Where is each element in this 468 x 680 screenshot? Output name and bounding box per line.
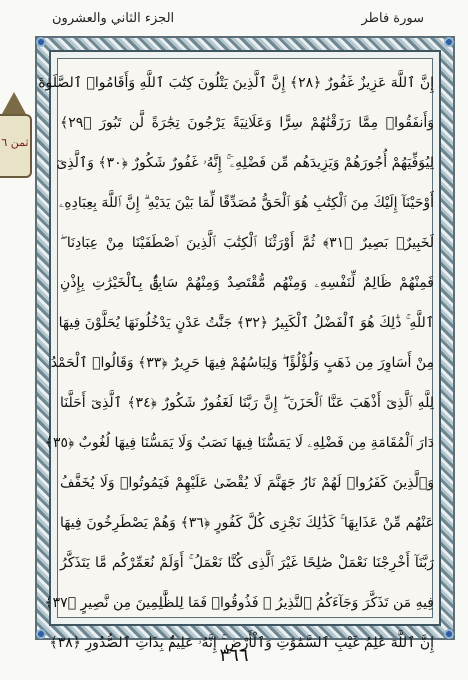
- text-line: وَٱلَّذِينَ كَفَرُوا۟ لَهُمْ نَارُ جَهَنَّمَ لَا يُقْضَىٰ عَلَيْهِمْ فَيَمُوتُوا۟ وَلَا يُخَفَّفُ: [60, 475, 434, 491]
- text-line: عَنْهُم مِّنْ عَذَابِهَا ۚ كَذَٰلِكَ نَجْزِى كُلَّ كَفُورٍ ﴿٣٦﴾ وَهُمْ يَصْطَرِخُونَ فِيهَا: [60, 515, 434, 531]
- text-line: ٱللَّهِ ۚ ذَٰلِكَ هُوَ ٱلْفَضْلُ ٱلْكَبِيرُ ﴿٣٢﴾ جَنَّٰتُ عَدْنٍ يَدْخُلُونَهَا يُحَلَّوْنَ فِيهَا: [58, 315, 434, 331]
- corner-ornament: [36, 629, 46, 639]
- side-marker-label: ثمن ٦: [1, 136, 29, 149]
- side-hizb-marker: [0, 92, 36, 176]
- text-line: إِنَّ ٱللَّهَ عَٰلِمُ غَيْبِ ٱلسَّمَٰوَٰتِ وَٱلْأَرْضِ ۚ إِنَّهُۥ عَلِيمٌۢ بِذَاتِ ٱلصُّدُورِ ﴿٣٨﴾: [49, 635, 434, 651]
- text-line: وَأَنفَقُوا۟ مِمَّا رَزَقْنَٰهُمْ سِرًّا وَعَلَانِيَةً يَرْجُونَ تِجَٰرَةً لَّن تَبُورَ ﴿٢٩﴾: [60, 115, 434, 131]
- text-line: لَخَبِيرٌۢ بَصِيرٌ ﴿٣١﴾ ثُمَّ أَوْرَثْنَا ٱلْكِتَٰبَ ٱلَّذِينَ ٱصْطَفَيْنَا مِنْ عِبَادِنَا ۖ: [60, 235, 434, 251]
- marker-tip-ornament: [2, 92, 26, 114]
- corner-ornament: [444, 629, 454, 639]
- text-line: لِيُوَفِّيَهُمْ أُجُورَهُمْ وَيَزِيدَهُم مِّن فَضْلِهِۦٓ ۚ إِنَّهُۥ غَفُورٌ شَكُورٌ ﴿٣٠﴾ وَٱلَّذِىٓ: [56, 155, 434, 171]
- header-juz-label: الجزء الثاني والعشرون: [52, 11, 175, 26]
- text-line: أَوْحَيْنَآ إِلَيْكَ مِنَ ٱلْكِتَٰبِ هُوَ ٱلْحَقُّ مُصَدِّقًا لِّمَا بَيْنَ يَدَيْهِ ۗ إِنَّ ٱللَّهَ بِعِبَادِهِۦ: [58, 195, 434, 211]
- corner-ornament: [36, 37, 46, 47]
- text-line: فَمِنْهُمْ ظَالِمٌ لِّنَفْسِهِۦ وَمِنْهُم مُّقْتَصِدٌ وَمِنْهُمْ سَابِقٌۢ بِٱلْخَيْرَٰتِ بِإِذْنِ: [60, 275, 434, 291]
- corner-ornament: [444, 37, 454, 47]
- quran-text-block: [38, 63, 434, 651]
- text-line: رَبَّنَآ أَخْرِجْنَا نَعْمَلْ صَٰلِحًا غَيْرَ ٱلَّذِى كُنَّا نَعْمَلُ ۚ أَوَلَمْ نُعَمِّرْكُم مَّا يَتَذَكَّرُ: [60, 555, 434, 571]
- text-line: مِنْ أَسَاوِرَ مِن ذَهَبٍ وَلُؤْلُؤًا ۖ وَلِبَاسُهُمْ فِيهَا حَرِيرٌ ﴿٣٣﴾ وَقَالُوا۟ ٱلْحَمْدُ: [50, 355, 434, 371]
- page-number: ٣٦٦: [219, 645, 249, 666]
- text-line: فِيهِ مَن تَذَكَّرَ وَجَآءَكُمُ ٱلنَّذِيرُ ۖ فَذُوقُوا۟ فَمَا لِلظَّٰلِمِينَ مِن نَّصِيرٍ ﴿٣٧﴾: [44, 595, 434, 611]
- text-line: دَارَ ٱلْمُقَامَةِ مِن فَضْلِهِۦ لَا يَمَسُّنَا فِيهَا نَصَبٌ وَلَا يَمَسُّنَا فِيهَا لُغُوبٌ ﴿٣٥﴾: [44, 435, 434, 451]
- header-surah-label: سورة فاطر: [361, 11, 424, 26]
- text-line: إِنَّ ٱللَّهَ عَزِيزٌ غَفُورٌ ﴿٢٨﴾ إِنَّ ٱلَّذِينَ يَتْلُونَ كِتَٰبَ ٱللَّهِ وَأَقَامُوا۟ ٱلصَّلَوٰةَ: [38, 75, 434, 91]
- text-line: لِلَّهِ ٱلَّذِىٓ أَذْهَبَ عَنَّا ٱلْحَزَنَ ۖ إِنَّ رَبَّنَا لَغَفُورٌ شَكُورٌ ﴿٣٤﴾ ٱلَّذِىٓ أَحَلَّنَا: [60, 395, 434, 411]
